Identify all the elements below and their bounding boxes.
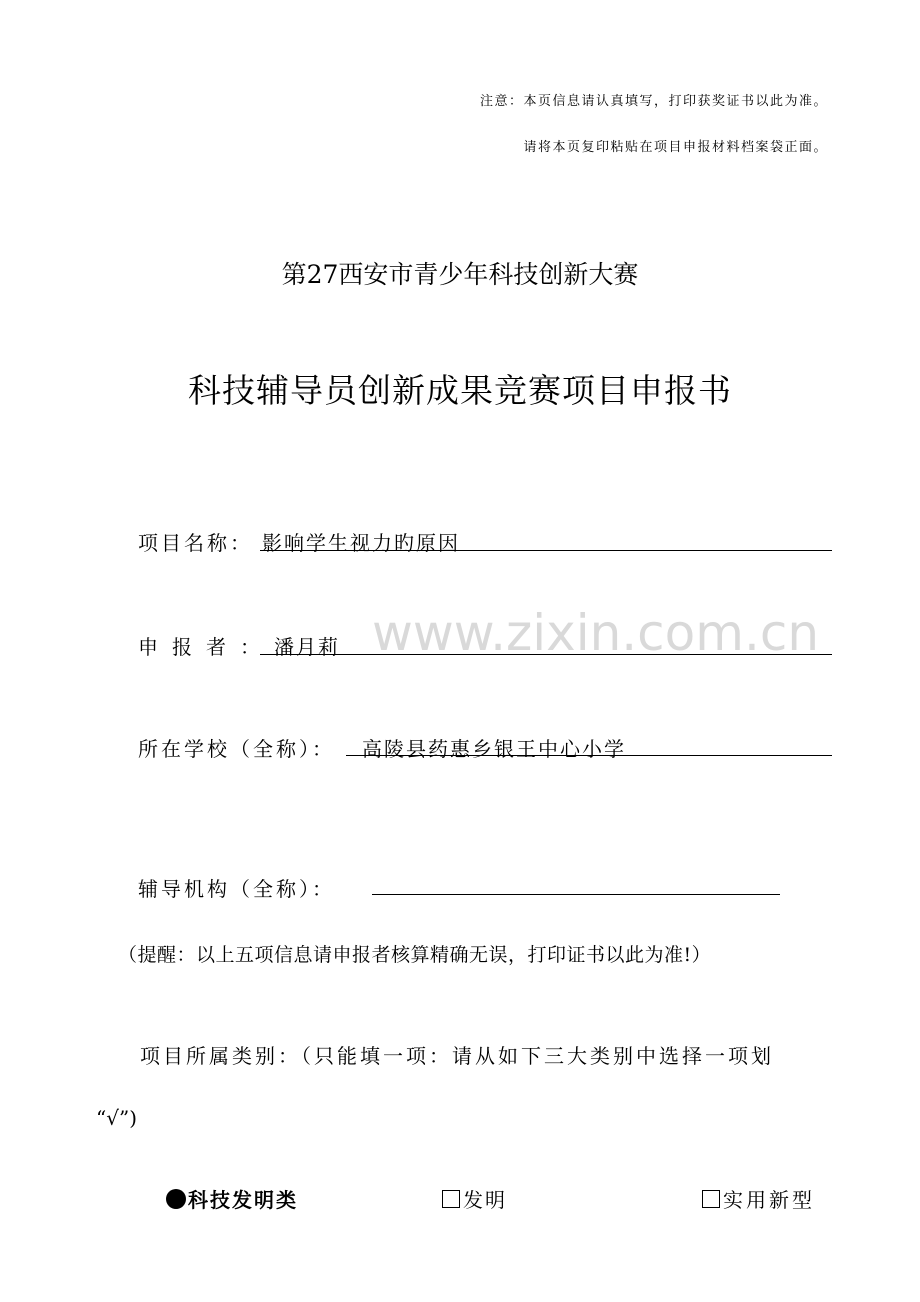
org-label: 辅导机构（全称）： bbox=[138, 877, 335, 901]
school-label: 所在学校（全称）： bbox=[138, 737, 335, 761]
project-name-underline bbox=[260, 550, 832, 551]
checkbox-icon[interactable] bbox=[702, 1190, 720, 1208]
option-label: 发明 bbox=[463, 1188, 507, 1212]
project-name-value[interactable]: 影响学生视力旳原因 bbox=[262, 531, 460, 555]
org-field[interactable] bbox=[372, 894, 780, 895]
applicant-underline bbox=[260, 654, 832, 655]
watermark: www.zixin.com.cn bbox=[372, 604, 820, 662]
checkbox-icon[interactable] bbox=[442, 1190, 460, 1208]
note-paste-copy: 请将本页复印粘贴在项目申报材料档案袋正面。 bbox=[523, 140, 828, 155]
category-prompt-continued: “√”) bbox=[96, 1106, 137, 1130]
applicant-value[interactable]: 潘月莉 bbox=[274, 635, 340, 659]
school-underline bbox=[346, 755, 832, 756]
project-name-label: 项目名称： bbox=[138, 531, 253, 555]
document-title: 科技辅导员创新成果竞赛项目申报书 bbox=[188, 371, 732, 410]
note-fill-carefully: 注意：本页信息请认真填写，打印获奖证书以此为准。 bbox=[479, 94, 828, 109]
category-option-invention[interactable] bbox=[442, 1184, 507, 1213]
selected-bullet-icon bbox=[166, 1189, 186, 1209]
option-label: 科技发明类 bbox=[188, 1188, 298, 1212]
category-option-utility-model[interactable] bbox=[702, 1184, 815, 1213]
category-prompt: 项目所属类别：（只能填一项：请从如下三大类别中选择一项划 bbox=[140, 1044, 774, 1068]
category-option-tech-invention[interactable] bbox=[166, 1184, 298, 1213]
school-value[interactable]: 高陵县药惠乡银王中心小学 bbox=[362, 737, 626, 761]
competition-title: 第27西安市青少年科技创新大赛 bbox=[281, 260, 639, 289]
applicant-label: 申报者： bbox=[138, 635, 274, 659]
reminder-text: （提醒：以上五项信息请申报者核算精确无误，打印证书以此为准!） bbox=[118, 944, 712, 966]
option-label: 实用新型 bbox=[723, 1188, 815, 1212]
